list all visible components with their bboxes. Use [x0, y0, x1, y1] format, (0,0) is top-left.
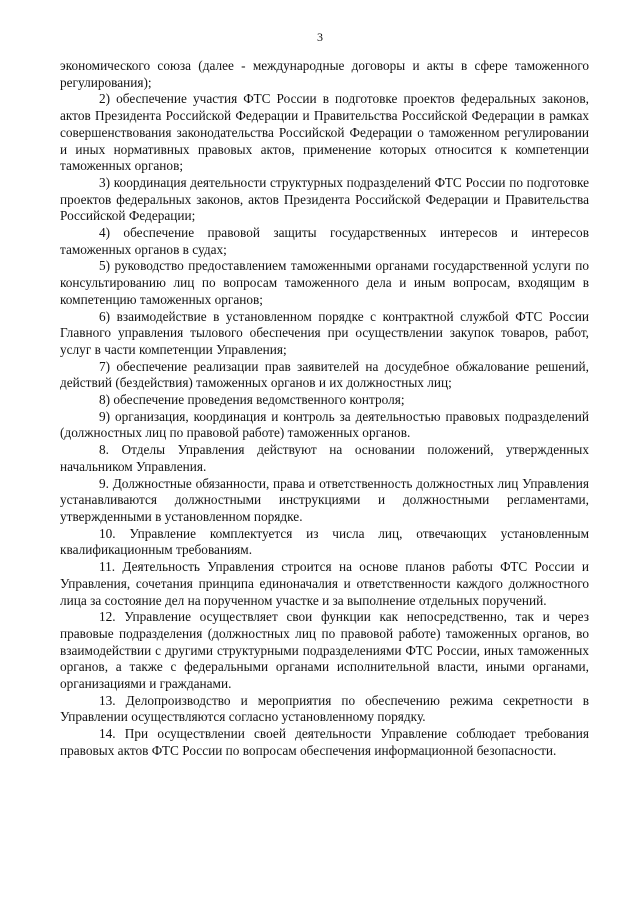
section-13: 13. Делопроизводство и мероприятия по обеспечению режима секретности в Управлении осуществляются согласно установленному порядку.: [60, 692, 589, 725]
paragraph-continuation: экономического союза (далее - международные договоры и акты в сфере таможенного регулирования);: [60, 58, 589, 90]
list-item-7: 7) обеспечение реализации прав заявителей на досудебное обжалование решений, действий (бездействия) таможенных органов и их должностных лиц;: [60, 358, 589, 391]
list-item-3: 3) координация деятельности структурных подразделений ФТС России по подготовке проектов федеральных законов, актов Президента Российской Федерации и Правительства Российской Федерации;: [60, 174, 589, 224]
page-number: 3: [317, 30, 323, 44]
list-item-8: 8) обеспечение проведения ведомственного контроля;: [99, 392, 405, 408]
section-11: 11. Деятельность Управления строится на основе планов работы ФТС России и Управления, сочетания принципа единоначалия и ответственности каждого должностного лица за состояние дел на порученном участке и за выполнение отдельных поручений.: [60, 559, 589, 608]
list-item-4: 4) обеспечение правовой защиты государственных интересов и интересов таможенных органов в судах;: [60, 225, 589, 257]
section-8: 8. Отделы Управления действуют на основании положений, утвержденных начальником Управления.: [60, 442, 589, 474]
document-body: [60, 58, 589, 760]
list-item-6: 6) взаимодействие в установленном порядке с контрактной службой ФТС России Главного управления тылового обеспечения при осуществлении закупок товаров, работ, услуг в части компетенции Управления;: [60, 308, 589, 357]
section-14: 14. При осуществлении своей деятельности Управление соблюдает требования правовых актов ФТС России по вопросам обеспечения информационной безопасности.: [60, 726, 589, 758]
list-item-9: 9) организация, координация и контроль за деятельностью правовых подразделений (должностных лиц по правовой работе) таможенных органов.: [60, 408, 589, 441]
section-12: 12. Управление осуществляет свои функции как непосредственно, так и через правовые подразделения (должностных лиц по правовой работе) таможенных органов, во взаимодействии с другими структурными подразделениями ФТС России, иных таможенных органов, а также с федеральными органами исполнительной власти, иными органами, организациями и гражданами.: [60, 609, 589, 692]
section-10: 10. Управление комплектуется из числа лиц, отвечающих установленным квалификационным требованиям.: [60, 525, 589, 558]
list-item-2: 2) обеспечение участия ФТС России в подготовке проектов федеральных законов, актов Президента Российской Федерации и Правительства Российской Федерации в рамках совершенствования законодательства Российской Федерации о таможенном регулировании и иных нормативных правовых актов, применение которых относится к компетенции таможенных органов;: [60, 91, 589, 174]
list-item-5: 5) руководство предоставлением таможенными органами государственной услуги по консультированию лиц по вопросам таможенного дела и иным вопросам, входящим в компетенцию таможенных органов;: [60, 258, 589, 307]
section-9: 9. Должностные обязанности, права и ответственность должностных лиц Управления устанавливаются должностными инструкциями и должностными регламентами, утвержденными в установленном порядке.: [60, 475, 589, 524]
